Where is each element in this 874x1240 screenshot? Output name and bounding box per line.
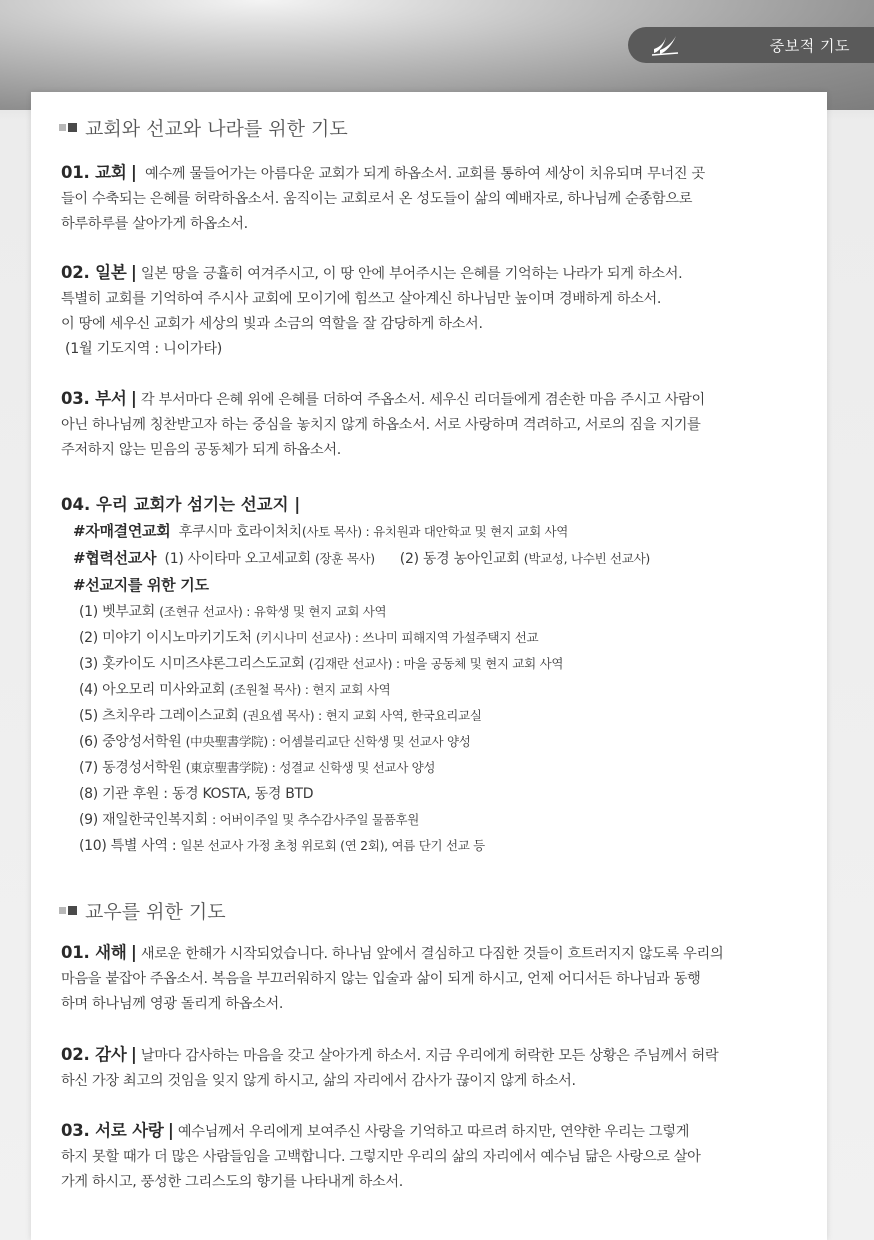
mission-item-detail: (키시나미 선교사) : 쓰나미 피해지역 가설주택지 선교 bbox=[255, 630, 539, 645]
mission-list-item bbox=[61, 677, 813, 703]
mission-item-detail: : 어버이주일 및 추수감사주일 물품후원 bbox=[212, 812, 420, 827]
bullet-square-icon bbox=[59, 124, 66, 131]
mission-list-item bbox=[61, 703, 813, 729]
mission-list-item bbox=[61, 807, 813, 833]
mission-item-name: (10) 특별 사역 : bbox=[79, 838, 177, 854]
mission-list-item bbox=[61, 833, 813, 859]
mission-item-detail: (김재란 선교사) : 마을 공동체 및 현지 교회 사역 bbox=[308, 656, 564, 671]
mission-item-detail: (조원철 목사) : 현지 교회 사역 bbox=[229, 682, 391, 697]
mission-title: 04. 우리 교회가 섬기는 선교지 | bbox=[61, 495, 301, 514]
prayer-item-department: 03. 부서 | 각 부서마다 은혜 위에 은혜를 더하여 주옵소서. 세우신 리더들에게 겸손한 마음 주시고 사람이 아닌 하나님께 칭찬받고자 하는 중심을 놓치지 않게 하옵소서. 서로 사랑하며 격려하고, 서로의 짐을 지기를 주저하지 않는 믿음의 공동체가 되게 하옵소서. bbox=[61, 389, 705, 458]
mission-list-item bbox=[61, 625, 813, 651]
leaf-icon bbox=[650, 33, 680, 57]
content-card bbox=[31, 92, 827, 1240]
mission-item-name: (7) 동경성서학원 bbox=[79, 760, 182, 776]
prayer-item-japan: 02. 일본 | 일본 땅을 긍휼히 여겨주시고, 이 땅 안에 부어주시는 은혜를 기억하는 나라가 되게 하소서. 특별히 교회를 기억하여 주시사 교회에 모이기에 힘쓰고 살아계신 하나님만 높이며 경배하게 하소서. 이 땅에 세우신 교회가 세상의 빛과 소금의 역할을 잘 감당하게 하소서. (1월 기도지역 : 니이가타) bbox=[61, 263, 683, 357]
mission-item-detail: 일본 선교사 가정 초청 위로회 (연 2회), 여름 단기 선교 등 bbox=[180, 838, 485, 853]
mission-item-detail: (中央聖書学院) : 어셈블리교단 신학생 및 선교사 양성 bbox=[185, 734, 471, 749]
mission-list-item bbox=[61, 599, 813, 625]
page-header-title: 중보적 기도 bbox=[769, 37, 850, 55]
mission-list-item bbox=[61, 651, 813, 677]
mission-item-detail: (권요셉 목사) : 현지 교회 사역, 한국요리교실 bbox=[242, 708, 482, 723]
mission-item-name: (6) 중앙성서학원 bbox=[79, 734, 182, 750]
prayer-item-new-year: 01. 새해 | 새로운 한해가 시작되었습니다. 하나님 앞에서 결심하고 다짐한 것들이 흐트러지지 않도록 우리의 마음을 붙잡아 주옵소서. 복음을 부끄러워하지 않는 입술과 삶이 되게 하시고, 언제 어디서든 하나님과 동행 하며 하나님께 영광 돌리게 하옵소서. bbox=[61, 943, 724, 1012]
mission-list-item bbox=[61, 755, 813, 781]
mission-item-name: (9) 재일한국인복지회 bbox=[79, 812, 208, 828]
mission-item-name: (8) 기관 후원 : 동경 KOSTA, 동경 BTD bbox=[79, 786, 314, 802]
mission-item-name: (3) 홋카이도 시미즈샤론그리스도교회 bbox=[79, 656, 305, 672]
prayer-item-thanks: 02. 감사 | 날마다 감사하는 마음을 갖고 살아가게 하소서. 지금 우리에게 허락한 모든 상황은 주님께서 허락 하신 가장 최고의 것임을 잊지 않게 하시고, 삶의 자리에서 감사가 끊이지 않게 하소서. bbox=[61, 1045, 719, 1089]
sister-church-row: #자매결연교회 후쿠시마 호라이처치(사토 목사) : 유치원과 대안학교 및 현지 교회 사역 bbox=[73, 522, 569, 540]
mission-item-name: (1) 벳부교회 bbox=[79, 604, 155, 620]
bullet-square-icon bbox=[68, 906, 77, 915]
header-tab bbox=[628, 27, 874, 63]
mission-prayer-row: #선교지를 위한 기도 bbox=[73, 576, 209, 594]
section-title-members: 교우를 위한 기도 bbox=[59, 897, 226, 924]
mission-list-item bbox=[61, 729, 813, 755]
prayer-item-church: 01. 교회 | 예수께 물들어가는 아름다운 교회가 되게 하옵소서. 교회를 통하여 세상이 치유되며 무너진 곳 들이 수축되는 은혜를 허락하옵소서. 움직이는 교회로서 온 성도들이 삶의 예배자로, 하나님께 순종함으로 하루하루를 살아가게 하옵소서. bbox=[61, 163, 705, 232]
mission-item-name: (4) 아오모리 미사와교회 bbox=[79, 682, 226, 698]
bullet-square-icon bbox=[68, 123, 77, 132]
mission-item-detail: (조현규 선교사) : 유학생 및 현지 교회 사역 bbox=[159, 604, 387, 619]
mission-list bbox=[61, 492, 813, 859]
mission-list-item bbox=[61, 781, 813, 807]
section-title-church: 교회와 선교와 나라를 위한 기도 bbox=[59, 114, 348, 141]
mission-item-detail: (東京聖書学院) : 성결교 신학생 및 선교사 양성 bbox=[185, 760, 436, 775]
coop-missionary-row: #협력선교사 (1) 사이타마 오고세교회 (장훈 목사) (2) 동경 농아인교회 (박교성, 나수빈 선교사) bbox=[73, 549, 650, 567]
mission-item-name: (2) 미야기 이시노마키기도처 bbox=[79, 630, 252, 646]
bullet-square-icon bbox=[59, 907, 66, 914]
mission-item-name: (5) 츠치우라 그레이스교회 bbox=[79, 708, 239, 724]
prayer-item-love: 03. 서로 사랑 | 예수님께서 우리에게 보여주신 사랑을 기억하고 따르려 하지만, 연약한 우리는 그렇게 하지 못할 때가 더 많은 사람들임을 고백합니다. 그렇지만 우리의 삶의 자리에서 예수님 닮은 사랑으로 살아 가게 하시고, 풍성한 그리스도의 향기를 나타내게 하소서. bbox=[61, 1121, 701, 1190]
